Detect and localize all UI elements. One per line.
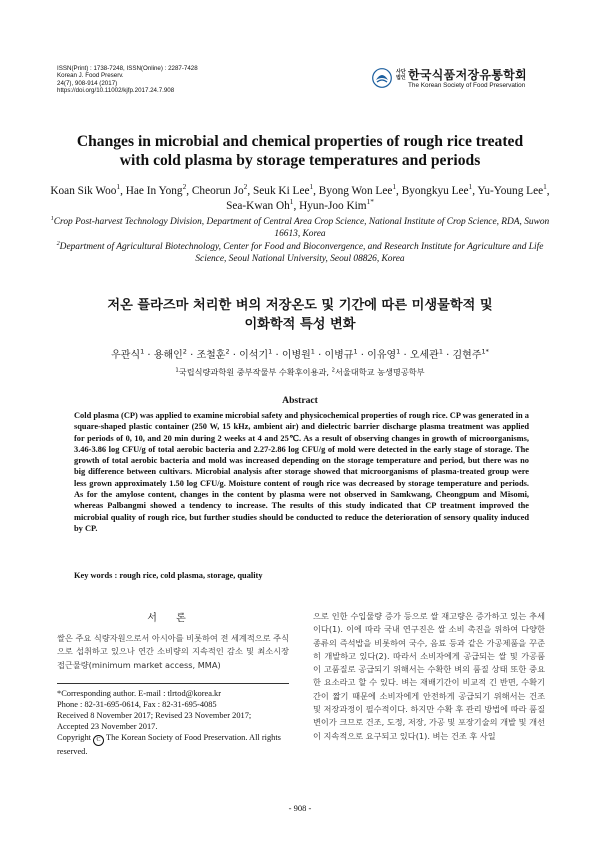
author-separator: ·	[357, 350, 368, 361]
society-logo	[372, 63, 557, 93]
issn-line: ISSN(Print) : 1738-7248, ISSN(Online) : 2287-7428	[57, 65, 198, 72]
title-line: with cold plasma by storage temperatures and periods	[119, 152, 481, 169]
author-separator: ·	[400, 350, 410, 361]
author-separator: ·	[442, 350, 453, 361]
affiliation-text: Crop Post-harvest Technology Division, Department of Central Area Crop Science, National Institute of Crop Science, RDA, Suwon 16613, Korea	[53, 217, 550, 240]
keywords-value: rough rice, cold plasma, storage, quality	[119, 571, 263, 580]
author	[153, 347, 197, 361]
author-name: Byongkyu Lee	[401, 185, 469, 197]
affiliation-text: 국립식량과학원 중부작물부 수확후이용과,	[178, 367, 332, 377]
affiliation-item	[48, 216, 552, 241]
author-name: 용해인	[153, 350, 183, 361]
author	[367, 347, 410, 361]
affiliations-korean	[40, 366, 560, 378]
paper-title-english	[40, 132, 560, 170]
author	[191, 182, 253, 197]
society-small-label: 사단법인	[396, 69, 406, 81]
author	[239, 347, 282, 361]
copyright-notice: Copyright C The Korean Society of Food Preservation. All rights reserved.	[57, 733, 281, 756]
affiliation-mark: 1	[116, 182, 121, 192]
author	[125, 182, 192, 197]
author-separator: ,	[472, 185, 478, 197]
author-separator: ,	[120, 185, 126, 197]
affiliation-mark: 1	[438, 347, 443, 356]
author-separator: ,	[546, 185, 550, 197]
author	[299, 197, 374, 212]
affiliation-text: 서울대학교 농생명공학부	[334, 367, 425, 377]
author-name: Seuk Ki Lee	[253, 185, 310, 197]
author-name: 김현주	[452, 350, 482, 361]
affiliation-text: Department of Agricultural Biotechnology, Center for Food and Bioconvergence, and Research Institute for Agriculture and Life Science, Seoul National University, Seoul 08826, Korea	[59, 241, 544, 264]
corresponding-author: *Corresponding author. E-mail : tlrtod@korea.kr	[57, 689, 222, 698]
author-separator: ·	[186, 350, 197, 361]
affiliation-mark: 1*	[366, 197, 374, 207]
author-name: 이석기	[239, 350, 269, 361]
author-name: 이유영	[367, 350, 397, 361]
introduction-text-left: 쌀은 주요 식량자원으로서 아시아를 비롯하여 전 세계적으로 주식으로 섭취하고 있으나 연간 소비량의 지속적인 감소 및 최소시장 접근물량(minimum market access, MMA)	[57, 633, 289, 670]
journal-metadata	[57, 65, 198, 95]
affiliation-mark: 1	[50, 215, 54, 222]
affiliation-mark: 1	[310, 347, 315, 356]
introduction-text-right: 으로 인한 수입물량 증가 등으로 쌀 재고량은 증가하고 있는 추세이다(1). 이에 따라 국내 연구진은 쌀 소비 촉진을 위하여 다양한 종류의 즉석밥을 비롯하여 국수, 음료 등과 같은 가공제품을 꾸준히 개발하고 있다(2). 따라서 소비자에게 공급되는 쌀 및 가공품이 고품질로 공급되기 위해서는 수확한 벼의 품질 상태 또한 중요한 요소라고 할 수 있다. 벼는 재배기간이 비교적 긴 반면, 수확기간이 짧기 때문에 소비자에게 안전하게 공급되기 위해서는 건조 및 저장과정이 필수적이다. 하지만 수확 후 관리 방법에 따라 품질변이가 크므로 건조, 도정, 저장, 가공 및 포장기술의 개발 및 개선이 지속적으로 요구되고 있다(1). 벼는 건조 후 사일	[313, 611, 545, 741]
affiliation-mark: 2	[225, 347, 230, 356]
affiliation-mark: 2	[182, 347, 187, 356]
affiliation-mark: 1	[289, 197, 294, 207]
page-number: - 908 -	[288, 803, 312, 813]
affiliation-mark: 2	[182, 182, 187, 192]
author-separator: ·	[229, 350, 240, 361]
author	[253, 182, 319, 197]
author	[318, 182, 402, 197]
keywords	[74, 571, 529, 580]
author-name: Hyun-Joo Kim	[299, 200, 367, 212]
affiliations-english	[48, 216, 552, 265]
affiliation-mark: 2	[56, 240, 60, 247]
received-date: Received 8 November 2017; Revised 23 November 2017;	[57, 711, 252, 720]
title-line: Changes in microbial and chemical properties of rough rice treated	[76, 133, 524, 150]
affiliation-item	[48, 241, 552, 266]
author-separator: ,	[313, 185, 319, 197]
author-separator: ·	[314, 350, 325, 361]
abstract-heading: Abstract	[282, 395, 318, 406]
accepted-date: Accepted 23 November 2017.	[57, 722, 158, 731]
footnotes	[57, 688, 291, 757]
author	[50, 182, 126, 197]
author-name: 조철훈	[196, 350, 226, 361]
copyright-icon: C	[93, 735, 104, 746]
author	[401, 182, 478, 197]
author-name: Byong Won Lee	[318, 185, 393, 197]
author	[226, 197, 300, 212]
author-separator: ·	[272, 350, 282, 361]
footnote-divider	[57, 683, 289, 684]
affiliation-mark: 1	[353, 347, 358, 356]
affiliation-item	[332, 367, 425, 377]
author	[409, 347, 453, 361]
affiliation-mark: 1	[268, 347, 273, 356]
author-separator: ,	[186, 185, 192, 197]
title-line: 이화학적 특성 변화	[244, 317, 356, 332]
journal-volume: 24(7), 908-914 (2017)	[57, 79, 118, 87]
author-separator: ,	[247, 185, 253, 197]
author-list-korean	[40, 349, 560, 363]
author-name: Koan Sik Woo	[50, 185, 117, 197]
society-name-english: The Korean Society of Food Preservation	[408, 82, 526, 89]
affiliation-mark: 1	[309, 182, 314, 192]
affiliation-mark: 1	[468, 182, 473, 192]
affiliation-mark: 1	[175, 367, 179, 374]
author	[324, 347, 368, 361]
author-name: Cheorun Jo	[191, 185, 244, 197]
author-separator: ,	[396, 185, 402, 197]
author-list-english	[40, 184, 560, 214]
society-name-korean: 한국식품저장유통학회	[408, 68, 527, 82]
affiliation-mark: 1	[140, 347, 145, 356]
author-separator: ,	[293, 200, 300, 212]
affiliation-item	[175, 367, 331, 377]
abstract-body: Cold plasma (CP) was applied to examine microbial safety and physicochemical properties of rough rice. CP was generated in a square-shaped plastic container (250 W, 15 kHz, ambient air) and dielectric barrier discharge plasma treatment was applied for periods of 0, 10, and 20 min during 2 weeks at 4 and 25℃. As a result of observing changes in growth of microorganisms, 3.46-3.86 log CFU/g of total aerobic bacteria and 2.27-2.86 log CFU/g of mold were detected in the early stage of storage. The growth of total aerobic bacteria and mold was increased depending on the storage temperature and period, but there was no big difference between cultivars. Microbial analysis after storage showed that microorganisms of plasma-treated group were less grown approximately 1.50 log CFU/g. Moisture content of rough rice was decreased by storage temperature and periods. As for the amylose content, changes in the content by plasma were not observed in Samkwang, Cheongpum and Misomi, whereas Palbangmi showed a tendency to increase. The results of this study indicated that CP treatment improved the microbial quality of rough rice, but further studies should be conducted to reduce the deterioration of sensory quality induced by CP.	[74, 411, 529, 533]
affiliation-mark: 2	[243, 182, 248, 192]
author	[281, 347, 325, 361]
title-line: 저온 플라즈마 처리한 벼의 저장온도 및 기간에 따른 미생물학적 및	[107, 298, 493, 313]
journal-name: Korean J. Food Preserv.	[57, 72, 124, 80]
keywords-separator: :	[112, 571, 120, 580]
section-heading-introduction: 서 론	[147, 613, 194, 624]
author	[111, 347, 154, 361]
author-name: 오세관	[409, 350, 439, 361]
affiliation-mark: 1*	[481, 347, 489, 356]
contact-phone-fax: Phone : 82-31-695-0614, Fax : 82-31-695-4085	[57, 700, 217, 709]
author-name: 우관식	[111, 350, 141, 361]
society-emblem-icon	[372, 68, 392, 88]
author-name: Sea-Kwan Oh	[226, 200, 290, 212]
author	[196, 347, 240, 361]
author-name: 이병원	[281, 350, 311, 361]
author-separator: ·	[144, 350, 154, 361]
author-name: 이병규	[324, 350, 354, 361]
affiliation-mark: 1	[396, 347, 401, 356]
author	[452, 347, 489, 361]
paper-title-korean	[40, 296, 560, 334]
affiliation-mark: 2	[331, 367, 335, 374]
doi-link[interactable]: https://doi.org/10.11002/kjfp.2017.24.7.908	[57, 87, 175, 95]
affiliation-mark: 1	[392, 182, 397, 192]
author-name: Yu-Young Lee	[477, 185, 544, 197]
author	[477, 182, 550, 197]
affiliation-mark: 1	[543, 182, 547, 192]
keywords-label: Key words	[74, 571, 113, 580]
author-name: Hae In Yong	[125, 185, 183, 197]
